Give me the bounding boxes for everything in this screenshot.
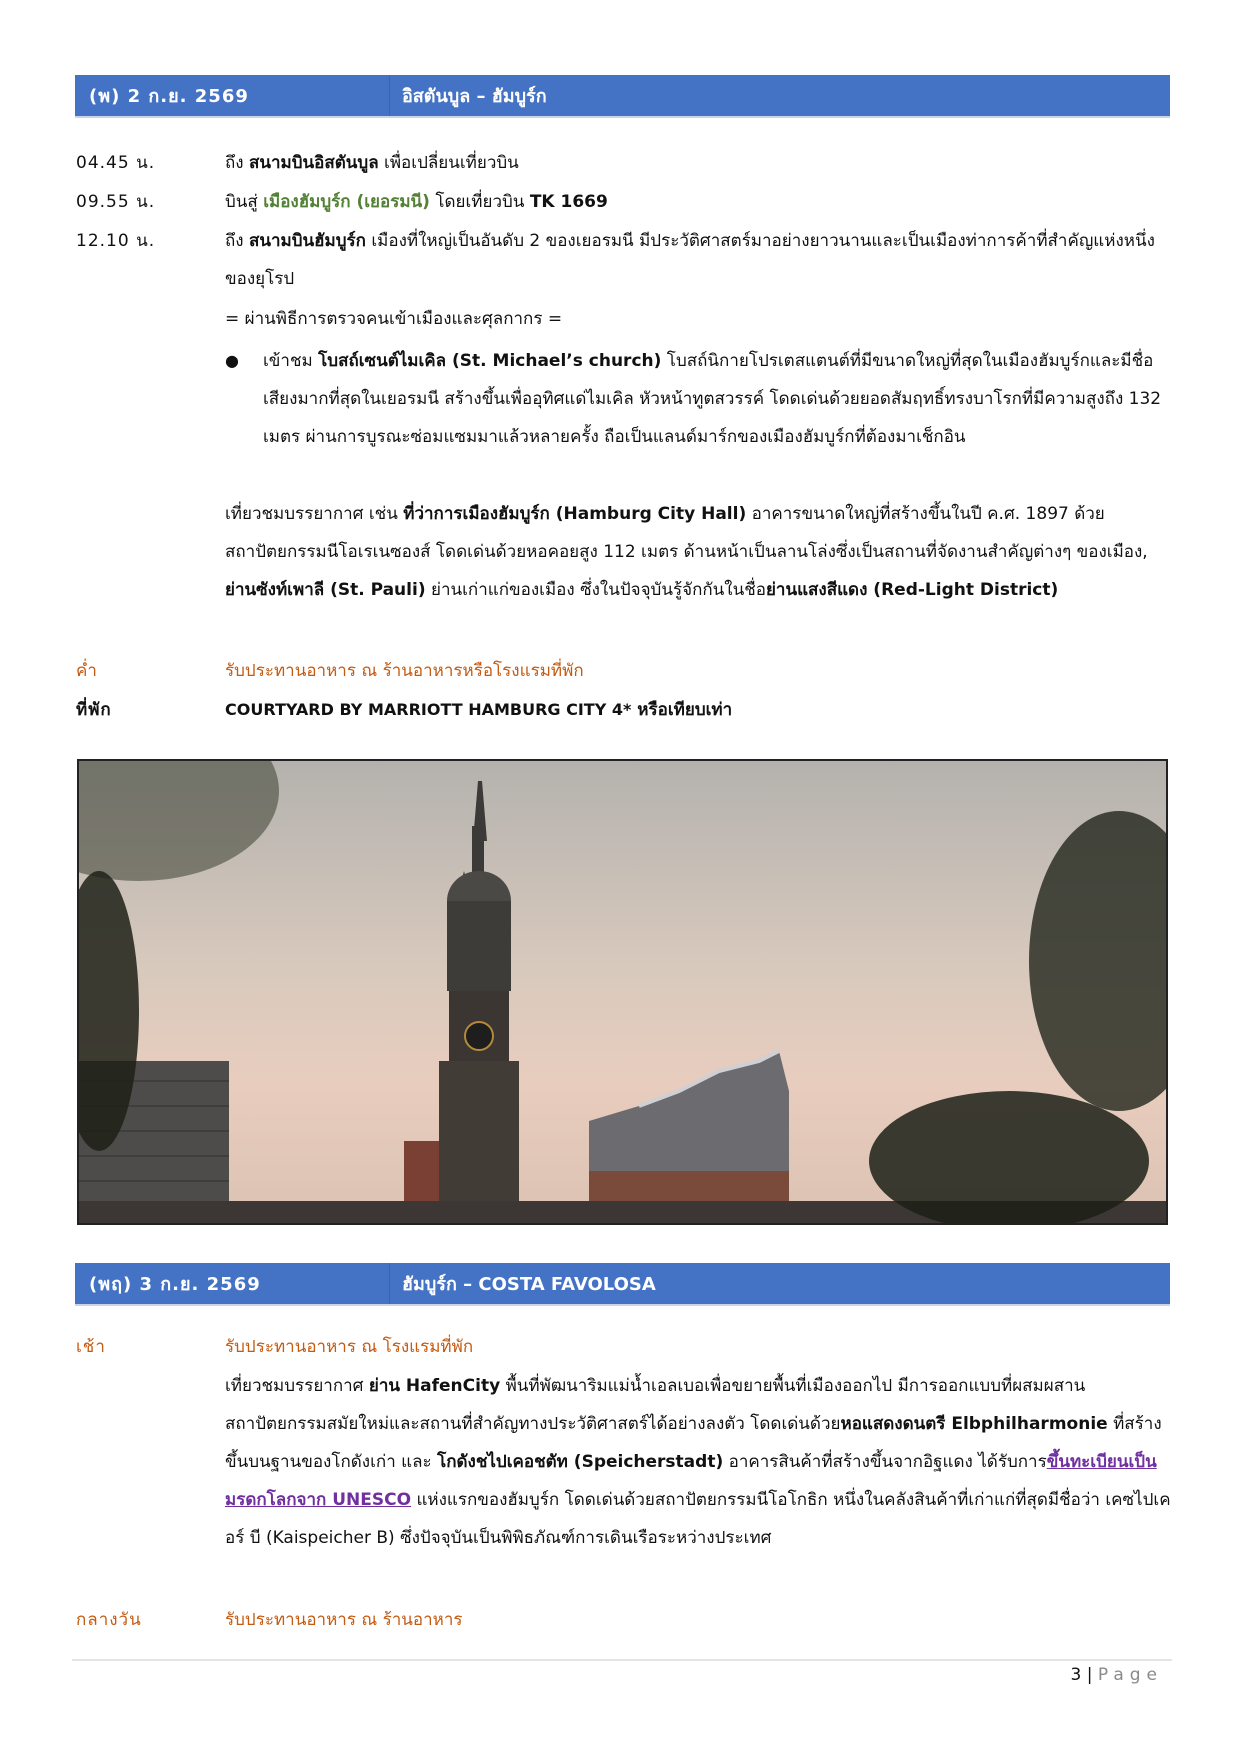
unesco-link[interactable]: ขึ้นทะเบียนเป็นมรดกโลกจาก UNESCO [225, 1452, 1157, 1510]
hotel-label: ที่พัก [76, 700, 112, 720]
time-label: 09.55 น. [76, 192, 156, 212]
paragraph [225, 495, 1171, 609]
hotel-suffix: หรือเทียบเท่า [631, 700, 733, 720]
separator: | [1081, 1665, 1098, 1685]
text: เข้าชม [263, 351, 319, 371]
meal-text: รับประทานอาหาร ณ ร้านอาหารหรือโรงแรมที่พัก [225, 661, 584, 681]
text: ที่สร้างขึ้นบนฐานของโกดังเก่า และ [225, 1414, 1162, 1472]
place-name: ย่านแสงสีแดง (Red-Light District) [765, 580, 1059, 600]
day-date: (พฤ) 3 ก.ย. 2569 [75, 1263, 390, 1304]
day-header-2 [75, 1263, 1170, 1304]
meal-text: รับประทานอาหาร ณ ร้านอาหาร [225, 1610, 463, 1630]
dinner-row [76, 652, 1171, 690]
text: บินสู่ [225, 192, 264, 212]
page-number [1070, 1665, 1163, 1685]
meal-label: เช้า [76, 1337, 106, 1357]
place-name: ที่ว่าการเมืองฮัมบูร์ก (Hamburg City Hall) [403, 504, 747, 524]
page-number-value: 3 [1070, 1665, 1082, 1685]
time-label: 04.45 น. [76, 153, 156, 173]
place-name: โกดังชไปเคอชตัท (Speicherstadt) [437, 1452, 724, 1472]
hotel-row [76, 691, 1171, 729]
place-name: หอแสดงดนตรี Elbphilharmonie [840, 1414, 1108, 1434]
paragraph-row [76, 1367, 1171, 1557]
hotel-name: COURTYARD BY MARRIOTT HAMBURG CITY 4* [225, 700, 632, 719]
text: ถึง [225, 231, 249, 251]
spacer [76, 300, 225, 338]
text: เที่ยวชมบรรยากาศ เช่น [225, 504, 404, 524]
meal-label: กลางวัน [76, 1610, 142, 1630]
place-name: ย่านซังท์เพาลี (St. Pauli) [225, 580, 426, 600]
text: พื้นที่พัฒนาริมแม่น้ำเอลเบอเพื่อขยายพื้นที่เมืองออกไป มีการออกแบบที่ผสมผสานสถาปัตยกรรมสมัยใหม่และสถานที่สำคัญทางประวัติศาสตร์ได้อย่างลงตัว โดดเด่นด้วย [225, 1376, 1086, 1434]
text: ถึง [225, 153, 249, 173]
immigration-row [76, 300, 1171, 338]
text: เที่ยวชมบรรยากาศ [225, 1376, 369, 1396]
spacer [76, 1367, 225, 1557]
lunch-row [76, 1601, 1171, 1639]
meal-text: รับประทานอาหาร ณ โรงแรมที่พัก [225, 1337, 474, 1357]
place-name: สนามบินฮัมบูร์ก [249, 231, 366, 251]
bullet-item [225, 342, 1171, 456]
immigration-note: = ผ่านพิธีการตรวจคนเข้าเมืองและศุลกากร = [225, 309, 563, 329]
page-word: Page [1097, 1665, 1163, 1685]
footer-divider [72, 1659, 1172, 1661]
text: เพื่อเปลี่ยนเที่ยวบิน [378, 153, 519, 173]
hamburg-skyline-photo [77, 759, 1168, 1225]
itinerary-row [76, 222, 1171, 298]
spacer [76, 495, 225, 609]
text: เมืองที่ใหญ่เป็นอันดับ 2 ของเยอรมนี มีประวัติศาสตร์มาอย่างยาวนานและเป็นเมืองท่าการค้าที่สำคัญแห่งหนึ่งของยุโรป [225, 231, 1155, 289]
text: ย่านเก่าแก่ของเมือง ซึ่งในปัจจุบันรู้จักกันในชื่อ [425, 580, 766, 600]
place-name: ย่าน HafenCity [368, 1376, 501, 1396]
text: อาคารขนาดใหญ่ที่สร้างขึ้นในปี ค.ศ. 1897 ด้วยสถาปัตยกรรมนีโอเรเนซองส์ โดดเด่นด้วยหอคอยสูง 112 เมตร ด้านหน้าเป็นลานโล่งซึ่งเป็นสถานที่จัดงานสำคัญต่างๆ ของเมือง, [225, 504, 1148, 562]
itinerary-row [76, 144, 1171, 182]
day-route: ฮัมบูร์ก – COSTA FAVOLOSA [402, 1274, 656, 1295]
breakfast-row [76, 1328, 1171, 1366]
text: โบสถ์นิกายโปรเตสแตนต์ที่มีขนาดใหญ่ที่สุดในเมืองฮัมบูร์กและมีชื่อเสียงมากที่สุดในเยอรมนี สร้างขึ้นเพื่ออุทิศแด่ไมเคิล หัวหน้าทูตสวรรค์ โดดเด่นด้วยยอดสัมฤทธิ์ทรงบาโรกที่มีความสูงถึง 132 เมตร ผ่านการบูรณะซ่อมแซมมาแล้วหลายครั้ง ถือเป็นแลนด์มาร์กของเมืองฮัมบูร์กที่ต้องมาเช็กอิน [263, 351, 1162, 447]
paragraph-row [76, 495, 1171, 609]
place-name: สนามบินอิสตันบูล [249, 153, 379, 173]
time-label: 12.10 น. [76, 231, 156, 251]
destination: เมืองฮัมบูร์ก (เยอรมนี) [263, 192, 430, 212]
place-name: โบสถ์เซนต์ไมเคิล (St. Michael’s church) [318, 351, 662, 371]
text: แห่งแรกของฮัมบูร์ก โดดเด่นด้วยสถาปัตยกรรมนีโอโกธิก หนึ่งในคลังสินค้าที่เก่าแก่ที่สุดมีชื่อว่า เคซไปเคอร์ บี (Kaispeicher B) ซึ่งปัจจุบันเป็นพิพิธภัณฑ์การเดินเรือระหว่างประเทศ [225, 1490, 1171, 1548]
text: อาคารสินค้าที่สร้างขึ้นจากอิฐแดง ได้รับการ [723, 1452, 1047, 1472]
day-date: (พ) 2 ก.ย. 2569 [75, 75, 390, 116]
paragraph [225, 1367, 1171, 1557]
day-route: อิสตันบูล – ฮัมบูร์ก [402, 86, 547, 107]
text: โดยเที่ยวบิน [429, 192, 530, 212]
flight-number: TK 1669 [529, 192, 608, 212]
itinerary-row [76, 183, 1171, 221]
skyline-illustration [79, 761, 1166, 1223]
day-header-1 [75, 75, 1170, 116]
meal-label: ค่ำ [76, 661, 98, 681]
